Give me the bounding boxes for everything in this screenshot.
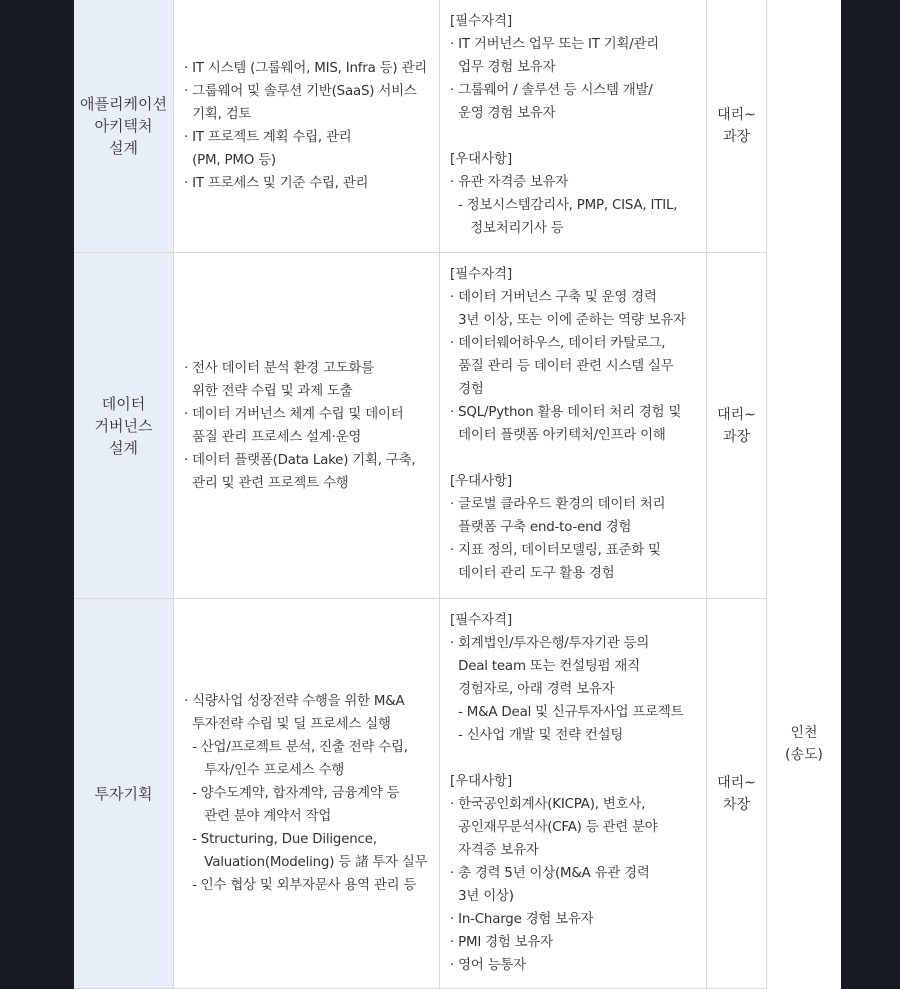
duty-line: · 데이터 플랫폼(Data Lake) 기획, 구축, xyxy=(184,452,416,468)
duty-line: Valuation(Modeling) 등 諸 투자 실무 xyxy=(184,855,428,870)
required-line: · 데이터웨어하우스, 데이터 카탈로그, xyxy=(450,336,666,351)
preferred-line: · 지표 정의, 데이터모델링, 표준화 및 xyxy=(450,543,661,558)
required-line: · SQL/Python 활용 데이터 처리 경험 및 xyxy=(450,405,682,420)
required-heading: [필수자격] xyxy=(450,14,513,29)
duty-line: 관리 및 관련 프로젝트 수행 xyxy=(184,475,349,491)
duty-line: 기획, 검토 xyxy=(184,107,252,122)
qualifications-cell xyxy=(440,599,707,988)
spacer xyxy=(450,125,700,148)
duty-line: (PM, PMO 등) xyxy=(184,153,276,168)
required-line: · 데이터 거버넌스 구축 및 운영 경력 xyxy=(450,290,657,305)
qualifications-cell xyxy=(440,0,707,252)
preferred-line: 정보처리기사 등 xyxy=(450,221,564,236)
required-line: Deal team 또는 컨설팅펌 재직 xyxy=(450,659,640,674)
duty-line: · 전사 데이터 분석 환경 고도화를 xyxy=(184,360,374,376)
required-line: - M&A Deal 및 신규투자사업 프로젝트 xyxy=(450,705,684,720)
location-text: 인천 (송도) xyxy=(785,725,823,763)
qualifications-cell xyxy=(440,253,707,598)
duty-line: · 데이터 거버넌스 체계 수립 및 데이터 xyxy=(184,406,404,422)
required-line: 데이터 플랫폼 아키텍처/인프라 이해 xyxy=(450,428,666,443)
preferred-heading: [우대사항] xyxy=(450,152,513,167)
table-rows xyxy=(74,0,767,989)
preferred-line: · 유관 자격증 보유자 xyxy=(450,175,569,190)
rank-cell: 대리~ 과장 xyxy=(707,253,767,598)
duty-line: 위한 전략 수립 및 과제 도출 xyxy=(184,383,353,399)
required-heading: [필수자격] xyxy=(450,613,513,628)
job-title-cell: 데이터 거버넌스 설계 xyxy=(74,253,174,598)
required-line: 경험 xyxy=(450,382,484,397)
duties-cell xyxy=(174,599,440,988)
preferred-line: 3년 이상) xyxy=(450,889,514,904)
location-cell xyxy=(767,0,841,989)
preferred-line: · 총 경력 5년 이상(M&A 유관 경력 xyxy=(450,866,650,881)
duty-line: 관련 분야 계약서 작업 xyxy=(184,809,332,824)
duty-line: · IT 프로세스 및 기준 수립, 관리 xyxy=(184,176,369,191)
required-line: 3년 이상, 또는 이에 준하는 역량 보유자 xyxy=(450,313,686,328)
preferred-heading: [우대사항] xyxy=(450,774,513,789)
required-line: - 신사업 개발 및 전략 컨설팅 xyxy=(450,728,624,743)
duty-line: 투자전략 수립 및 딜 프로세스 실행 xyxy=(184,717,391,732)
duties-cell xyxy=(174,0,440,252)
preferred-heading: [우대사항] xyxy=(450,474,513,489)
rank-cell: 대리~ 과장 xyxy=(707,0,767,252)
recruitment-table xyxy=(74,0,841,989)
spacer xyxy=(450,447,700,470)
required-line: 품질 관리 등 데이터 관련 시스템 실무 xyxy=(450,359,674,374)
duty-line: - 인수 협상 및 외부자문사 용역 관리 등 xyxy=(184,878,417,893)
duty-line: 투자/인수 프로세스 수행 xyxy=(184,763,345,778)
duty-line: · IT 프로젝트 계획 수립, 관리 xyxy=(184,130,352,145)
required-line: 운영 경험 보유자 xyxy=(450,106,556,121)
job-title-cell: 투자기획 xyxy=(74,599,174,988)
required-line: · 회계법인/투자은행/투자기관 등의 xyxy=(450,636,650,651)
preferred-line: 데이터 관리 도구 활용 경험 xyxy=(450,566,615,581)
required-line: · IT 거버넌스 업무 또는 IT 기획/관리 xyxy=(450,37,659,52)
duty-line: · IT 시스템 (그룹웨어, MIS, Infra 등) 관리 xyxy=(184,61,427,76)
preferred-line: 공인재무분석사(CFA) 등 관련 분야 xyxy=(450,820,658,835)
table-row xyxy=(74,599,767,989)
required-line: 경험자로, 아래 경력 보유자 xyxy=(450,682,615,697)
required-heading: [필수자격] xyxy=(450,267,513,282)
job-title-cell: 애플리케이션 아키텍처 설계 xyxy=(74,0,174,252)
duties-cell xyxy=(174,253,440,598)
duty-line: · 식량사업 성장전략 수행을 위한 M&A xyxy=(184,694,405,709)
duty-line: - Structuring, Due Diligence, xyxy=(184,832,377,847)
preferred-line: · 영어 능통자 xyxy=(450,958,526,973)
required-line: 업무 경험 보유자 xyxy=(450,60,556,75)
preferred-line: · 한국공인회계사(KICPA), 변호사, xyxy=(450,797,646,812)
spacer xyxy=(450,747,700,770)
preferred-line: · PMI 경험 보유자 xyxy=(450,935,553,950)
required-line: · 그룹웨어 / 솔루션 등 시스템 개발/ xyxy=(450,83,653,98)
preferred-line: · In-Charge 경험 보유자 xyxy=(450,912,594,927)
table-row xyxy=(74,253,767,599)
table-row xyxy=(74,0,767,253)
preferred-line: 플랫폼 구축 end-to-end 경험 xyxy=(450,520,632,535)
rank-cell: 대리~ 차장 xyxy=(707,599,767,988)
preferred-line: 자격증 보유자 xyxy=(450,843,539,858)
duty-line: 품질 관리 프로세스 설계·운영 xyxy=(184,429,362,445)
duty-line: - 양수도계약, 합자계약, 금융계약 등 xyxy=(184,786,400,801)
preferred-line: - 정보시스템감리사, PMP, CISA, ITIL, xyxy=(450,198,678,213)
duty-line: · 그룹웨어 및 솔루션 기반(SaaS) 서비스 xyxy=(184,84,417,99)
duty-line: - 산업/프로젝트 분석, 진출 전략 수립, xyxy=(184,740,408,755)
preferred-line: · 글로벌 클라우드 환경의 데이터 처리 xyxy=(450,497,666,512)
